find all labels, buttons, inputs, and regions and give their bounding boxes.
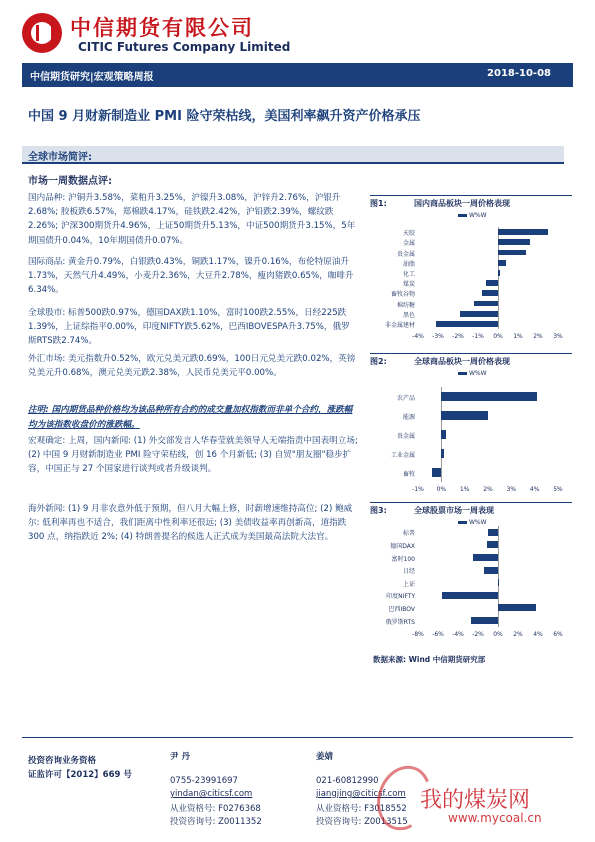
tick-label: 1%	[513, 333, 523, 340]
bar	[441, 411, 488, 420]
bar	[441, 392, 537, 401]
chart-legend	[458, 519, 487, 526]
category-label: 德国DAX	[390, 542, 415, 550]
bar	[498, 604, 536, 611]
figure2-title: 全球商品板块一周价格表现	[414, 357, 510, 366]
footer-rule	[22, 737, 573, 738]
category-label: 畜牧谷物	[390, 291, 415, 299]
category-label: 标普	[402, 530, 415, 538]
analyst2-cert1: 从业资格号: F3018552	[316, 804, 407, 814]
paragraph-macro-domestic: 宏观确定: 上周，国内新闻: (1) 外交部发言人华春莹就美领导人无端指责中国表明立场; (2) 中国 9 月财新制造业 PMI 险守荣枯线，创 16 个月新低; (3) 自贸"朋友圈"稳步扩容，中国正与 27 个国家进行谈判或者升级谈判。	[28, 436, 358, 475]
tick-label: 3%	[506, 486, 517, 493]
figure3-chart	[370, 518, 572, 646]
tick-label: -8%	[412, 630, 424, 638]
bar	[471, 617, 498, 624]
legend-label: W%W	[469, 370, 487, 377]
figure2-chart	[370, 369, 572, 497]
legend-label: W%W	[469, 212, 487, 219]
category-label: 天胶	[402, 230, 415, 238]
paragraph-global-stocks: 全球股市: 标普500跌0.97%，德国DAX跌1.10%，富时100跌2.55%，日经225跌1.39%，上证综指平0.00%，印度NIFTY跌5.62%，巴西IBOVESPA升3.75%，俄罗斯RTS跌2.74%。	[28, 308, 350, 347]
bar	[441, 430, 446, 439]
section-title: 全球市场简评:	[28, 152, 92, 163]
report-series: 中信期货研究|宏观策略周报	[30, 72, 154, 83]
figure3-label: 图3:	[370, 506, 387, 515]
chart-legend	[458, 212, 487, 219]
category-label: 金属	[402, 240, 415, 248]
legend-swatch	[458, 214, 467, 217]
bar	[474, 301, 498, 307]
category-label: 日经	[402, 568, 415, 576]
tick-label: -2%	[452, 333, 464, 340]
tick-label: 3%	[553, 333, 563, 340]
category-label: 煤炭	[402, 281, 415, 289]
tick-label: -1%	[472, 333, 484, 340]
figure2-header	[370, 356, 510, 367]
bar	[487, 541, 498, 548]
analyst2-name: 姜婧	[316, 752, 334, 762]
tick-label: 0%	[493, 630, 503, 638]
chart-legend	[458, 370, 487, 377]
bar	[498, 270, 500, 276]
category-label: 富时100	[391, 555, 415, 563]
bar	[460, 311, 498, 317]
tick-label: 6%	[553, 630, 563, 638]
report-date: 2018-10-08	[487, 68, 551, 79]
figure1-header	[370, 198, 510, 209]
analyst2-phone: 021-60812990	[316, 776, 379, 786]
paragraph-fx: 外汇市场: 美元指数升0.52%，欧元兑美元跌0.69%，100日元兑美元跌0.02%，英镑兑美元升0.68%，澳元兑美元跌2.38%，人民币兑美元平0.00%。	[28, 354, 356, 379]
category-label: 俄罗斯RTS	[385, 618, 415, 626]
tick-label: 2%	[513, 630, 523, 638]
watermark-text: 我的煤炭网	[420, 788, 531, 813]
tick-label: -4%	[412, 333, 424, 340]
category-label: 农产品	[396, 394, 415, 402]
tick-label: -6%	[432, 630, 444, 638]
figure1-chart	[370, 211, 572, 345]
category-label: 化工	[402, 270, 415, 278]
data-source: 数据来源: Wind 中信期货研究部	[373, 655, 486, 664]
bar	[498, 260, 506, 266]
legend-swatch	[458, 521, 467, 524]
category-label: 上证	[402, 580, 415, 588]
bar	[482, 290, 498, 296]
category-label: 贵金属	[396, 432, 415, 440]
bar	[498, 250, 526, 256]
category-label: 油脂	[402, 260, 415, 268]
paragraph-macro-overseas: 海外新闻: (1) 9 月非农意外低于预期，但八月大幅上修，时薪增速维持高位; (2) 鲍威尔: 低利率再也不适合，我们距离中性利率还很远; (3) 美债收益率再创新高，道指跌 300 点，纳指跌近 2%; (4) 特朗普提名的候选人正式成为美国最高法院大法官。	[28, 504, 353, 543]
tick-label: 0%	[436, 486, 447, 493]
figure1-label: 图1:	[370, 199, 387, 208]
legend-swatch	[458, 372, 467, 375]
category-label: 非金属建材	[384, 321, 415, 329]
category-label: 能源	[402, 413, 415, 421]
tick-label: 4%	[533, 630, 543, 638]
bar	[442, 592, 498, 599]
paragraph-note: 注明: 国内期货品种价格均为该品种所有合约的成交量加权指数而非单个合约，涨跌幅均为该指数收盘价的涨跌幅。	[28, 405, 353, 430]
license-label: 投资咨询业务资格	[28, 756, 97, 766]
category-label: 工业金属	[390, 451, 415, 459]
analyst2-email[interactable]: jiangjing@citicsf.com	[316, 789, 406, 799]
subheading: 市场一周数据点评:	[28, 176, 112, 187]
tick-label: -4%	[452, 630, 464, 638]
category-label: 畜牧	[402, 470, 415, 478]
analyst1-phone: 0755-23991697	[170, 776, 238, 786]
bar	[441, 449, 443, 458]
bar	[498, 579, 499, 586]
company-name-cn: 中信期货有限公司	[70, 16, 254, 40]
bar	[484, 567, 498, 574]
bar	[432, 468, 441, 477]
bar	[498, 239, 530, 245]
figure3-title: 全球股票市场一周表现	[414, 506, 494, 515]
tick-label: 0%	[493, 333, 503, 340]
tick-label: 2%	[483, 486, 493, 493]
analyst1-email[interactable]: yindan@citicsf.com	[170, 789, 253, 799]
company-name-en: CITIC Futures Company Limited	[78, 40, 291, 54]
company-logo	[22, 13, 62, 53]
bar	[473, 554, 499, 561]
figure2-label: 图2:	[370, 357, 387, 366]
license-number: 证监许可【2012】669 号	[28, 770, 132, 780]
analyst1-name: 尹 丹	[170, 752, 190, 762]
figure1-title: 国内商品板块一周价格表现	[414, 199, 510, 208]
category-label: 黑色	[402, 311, 415, 319]
tick-label: -2%	[472, 630, 484, 638]
paragraph-domestic: 国内品种: 沪铜升3.58%，菜粕升3.25%，沪镍升3.08%，沪锌升2.76%，沪银升2.68%; 胶板跌6.57%，郑棉跌4.17%，硅铁跌2.42%，沪铅跌2.39%，螺纹跌2.26%; 沪深300期货升4.96%，上证50期货升5.13%，中证500期货升3.15%，5年期国债升0.04%，10年期国债升0.07%。	[28, 193, 356, 246]
paragraph-international: 国际商品: 黄金升0.79%，白银跌0.43%，铜跌1.17%，镍升0.16%，布伦特原油升1.73%，天然气升4.49%，小麦升2.36%，大豆升2.78%，瘦肉猪跌0.65%，咖啡升6.34%。	[28, 257, 354, 296]
category-label: 棉纺糖	[396, 301, 415, 309]
section-bar	[22, 146, 564, 164]
tick-label: 4%	[529, 486, 540, 493]
bar	[488, 529, 498, 536]
legend-label: W%W	[469, 519, 487, 526]
watermark-url: www.mycoal.cn	[448, 811, 542, 825]
figure3-rule	[370, 502, 572, 503]
zero-axis	[498, 526, 499, 627]
analyst1-cert2: 投资咨询号: Z0011352	[170, 817, 262, 827]
tick-label: -3%	[432, 333, 444, 340]
analyst1-cert1: 从业资格号: F0276368	[170, 804, 261, 814]
report-headline: 中国 9 月财新制造业 PMI 险守荣枯线，美国利率飙升资产价格承压	[28, 109, 421, 124]
figure3-header	[370, 505, 494, 516]
logo-mark-icon	[36, 25, 54, 41]
bar	[486, 280, 498, 286]
analyst2-cert2: 投资咨询号: Z0013515	[316, 817, 408, 827]
figure2-rule	[370, 353, 572, 354]
tick-label: 5%	[553, 486, 563, 493]
tick-label: 2%	[533, 333, 543, 340]
category-label: 印度NIFTY	[386, 593, 415, 601]
category-label: 贵金属	[396, 250, 415, 258]
tick-label: 1%	[459, 486, 470, 493]
figure1-rule	[370, 195, 572, 196]
category-label: 巴西IBOV	[388, 605, 415, 613]
tick-label: -1%	[412, 486, 424, 493]
bar	[498, 229, 548, 235]
bar	[436, 321, 498, 327]
